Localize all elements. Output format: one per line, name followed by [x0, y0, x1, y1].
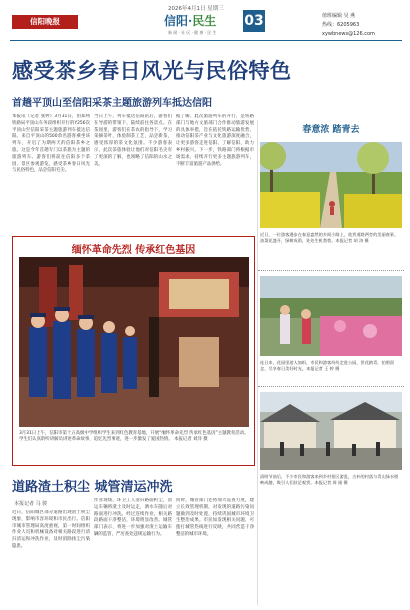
header-rule	[10, 40, 402, 41]
masthead-logo: 信阳晚报	[12, 15, 78, 29]
page-number: 03	[243, 10, 265, 32]
editor-line: 值班编辑 吴 燕	[322, 13, 356, 19]
museum-visit-photo	[19, 257, 249, 427]
bottom-byline: 本报记者 马 骏	[14, 501, 48, 507]
bottom-column-2: 作业现场，环卫工人清扫路面积尘，清运车辆将渣土及时运走，洒水车随后对路面进行冲洗。经过连续作业，相关路段路面干净整洁，环境明显改善。城管部门表示，将进一步加强对渣土运输车辆的监管，严厉查处违规运输行为。	[94, 498, 172, 537]
main-subheadline: 首趟平顶山至信阳采茶主题旅游列车抵达信阳	[12, 98, 212, 109]
email-line: xywbnews@126.com	[322, 31, 375, 37]
right-caption-1: 近日，一位游客漫步在春意盎然的乡间小路上，欣赏道路两旁的美丽春景。油菜花盛开，绿树成荫，处处生机勃勃。本报记者 胡 涛 摄	[260, 232, 399, 243]
flower-garden-photo	[260, 276, 402, 356]
paper-info	[322, 12, 375, 39]
section-name	[164, 12, 216, 29]
main-headline: 感受茶乡春日风光与民俗特色	[12, 58, 292, 83]
photo-feature	[12, 236, 255, 466]
bottom-column-3: 同时，城管部门还将加大巡查力度，建立长效管理机制，对发现的道路污染问题做到及时处置，持续巩固城市环境卫生整治成果。市民如发现相关问题，可拨打城管热线进行反映，共同营造干净整洁的城市环境。	[176, 498, 254, 537]
right-caption-3: 清明节前后，不少市民和游客来到乡村景区游览，古朴的村落与青山绿水相映成趣，吸引人们驻足观赏。本报记者 周 刚 摄	[260, 474, 399, 485]
divider-1	[258, 270, 404, 271]
village-photo	[260, 392, 402, 470]
right-photo-column	[260, 120, 402, 600]
photo-caption: 3月31日上午，信阳市第十五高级中学组织学生来到红色教育基地，开展“缅怀革命先烈 传承红色基因”主题教育活动。学生们认真聆听讲解员讲述革命故事，追忆先烈事迹，进一步激发了爱国热情。 本报记者 刘洋 摄	[19, 431, 249, 443]
bottom-headline: 道路渣土积尘 城管清运冲洗	[12, 480, 173, 495]
phone-line: 热线：6205963	[322, 22, 360, 28]
bottom-column-1: 近日，信阳城区部分道路出现渣土积尘现象，影响市容环境和市民出行。信阳市城市管理局高度重视，第一时间组织作业人员和机械设备对相关路段进行清扫清运和冲洗作业，及时消除扬尘污染隐患。	[12, 510, 90, 549]
photo-feature-title: 缅怀革命先烈 传承红色基因	[71, 245, 196, 256]
section-name-a: 信阳·	[164, 14, 193, 28]
spring-path-photo	[260, 142, 402, 228]
issue-date: 2026年4月1日 星期三	[168, 6, 224, 12]
right-column-title: 春意浓 踏青去	[302, 125, 360, 135]
article-column-2: 当日上午，列车抵达信阳站后，游客们在导游的带领下，陆续前往各景点。在茶园里，游客们在茶农的指导下，学习采摘茶叶，体验制茶工艺，品尝新茶，感受浓厚的茶文化氛围。不少游客表示，此次茶旅体验让他们对信阳毛尖有了更深的了解，也领略了信阳的山水之美。	[94, 114, 172, 167]
divider-2	[258, 386, 404, 387]
right-caption-2: 连日来，花园里游人如织，市民和游客纷纷走进公园，赏花踏青，拍照留念，尽享春日美好时光。本报记者 王 婷 摄	[260, 360, 395, 371]
page-header	[0, 0, 410, 40]
section-subtitle: 新 闻 · 社 区 · 健 康 · 民 生	[168, 30, 217, 35]
article-column-3: 据了解，此次旅游列车的开行，是铁路部门与地方文旅部门合作推动旅游发展的具体举措，旨在依托铁路运输优势，推动信阳茶产业与文化旅游深度融合，让更多游客走进信阳、了解信阳，助力乡村振兴。下一步，铁路部门将根据市场需求，持续开行更多主题旅游列车，不断丰富旅游产品供给。	[176, 114, 254, 167]
column-divider	[257, 120, 258, 605]
article-column-1: 本报讯（记者 张婷）3月31日，由郑州铁路局平顶山车务段组织开行的Y256次平顶山至信阳采茶主题旅游列车抵达信阳。来自平顶山的500余名游客乘坐该列车，开启了为期两天的信阳茶乡之旅。这是今年首趟专门以茶旅为主题的旅游列车。游客们将前往信阳多个茶园、景区参观游览，感受茶乡春日风光与民俗特色，品尝信阳毛尖。	[12, 114, 90, 174]
section-name-b: 民生	[192, 14, 217, 28]
